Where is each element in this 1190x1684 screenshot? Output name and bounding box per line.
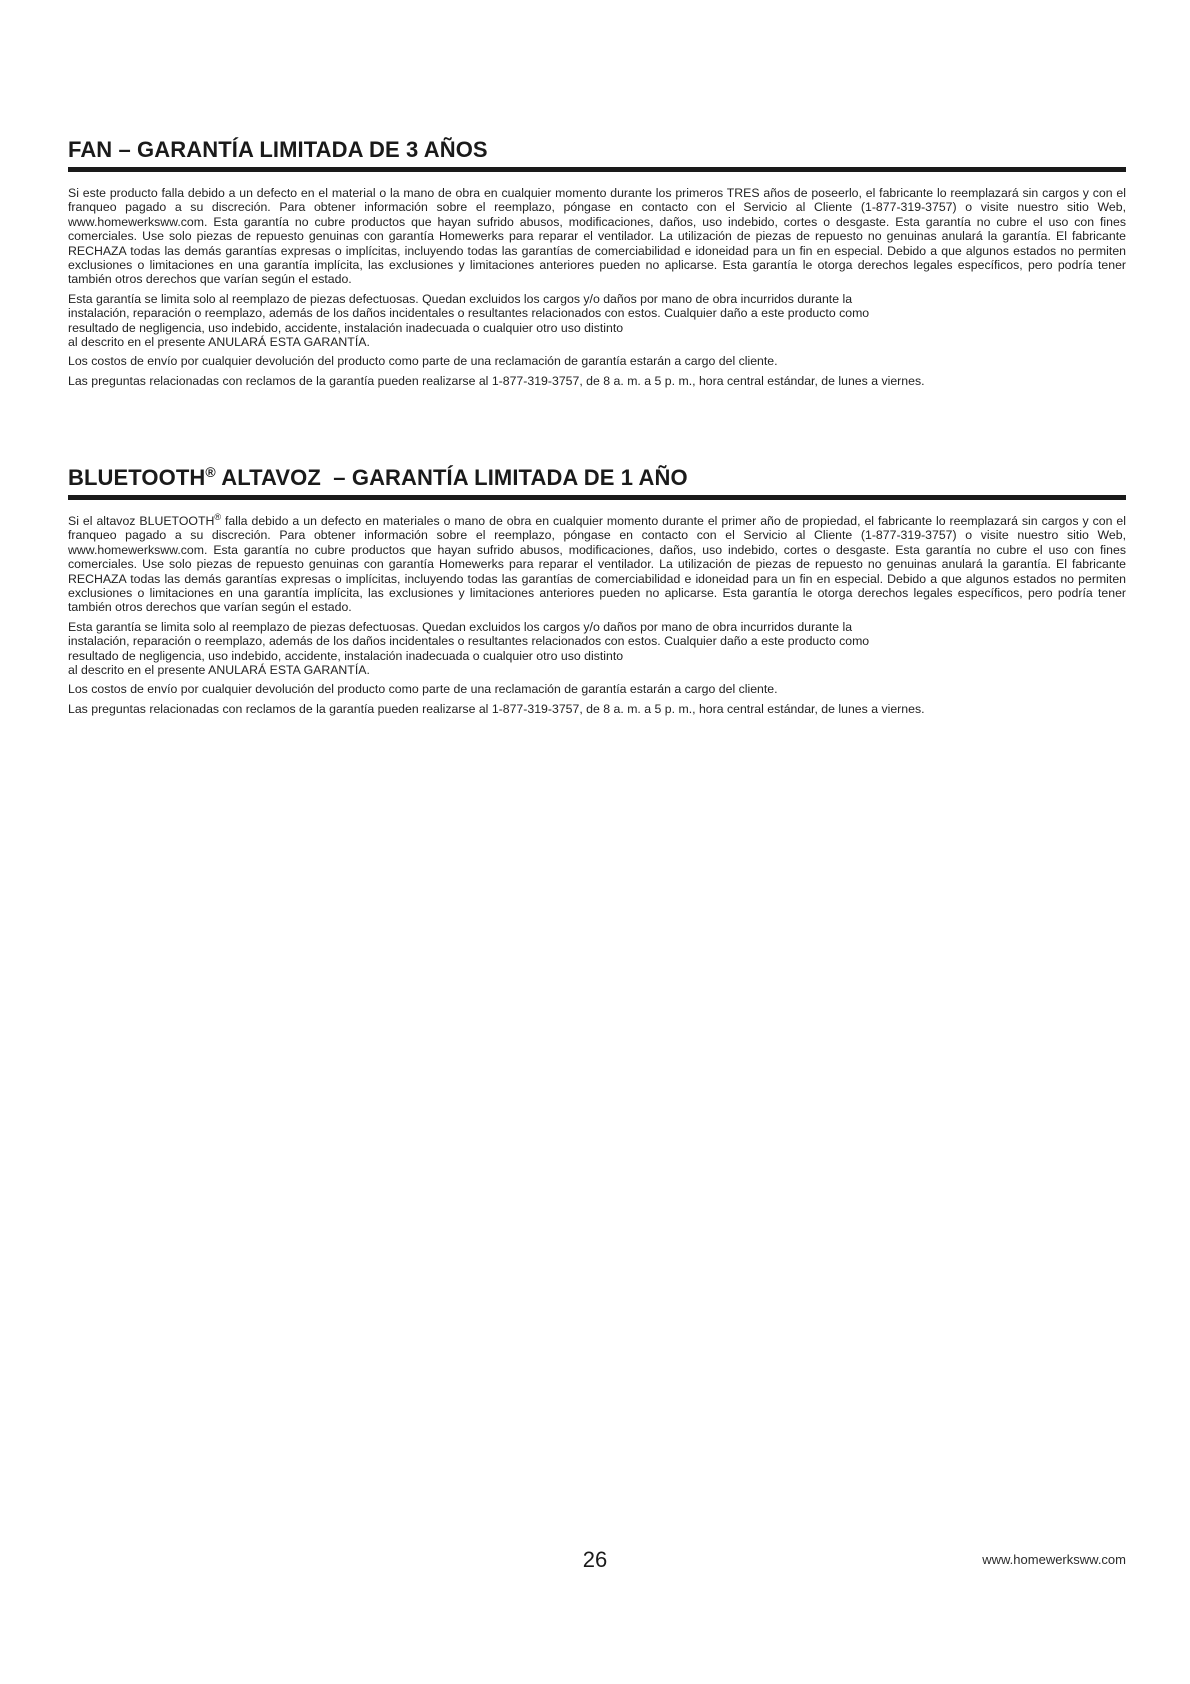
registered-trademark-symbol: ® xyxy=(205,464,216,480)
bluetooth-warranty-heading xyxy=(68,464,1126,500)
fan-limits-line-2: instalación, reparación o reemplazo, además de los daños incidentales o resultantes relacionados con estos. Cualquier daño a este producto como xyxy=(68,306,870,321)
fan-warranty-heading: FAN – GARANTÍA LIMITADA DE 3 AÑOS xyxy=(68,136,1126,172)
bluetooth-heading-title: ALTAVOZ – GARANTÍA LIMITADA DE 1 AÑO xyxy=(215,465,688,490)
fan-limits-line-1: Esta garantía se limita solo al reemplazo de piezas defectuosas. Quedan excluidos los cargos y/o daños por mano de obra incurridos durante la xyxy=(68,291,853,306)
fan-limits-line-4: al descrito en el presente ANULARÁ ESTA GARANTÍA. xyxy=(68,335,370,350)
fan-warranty-paragraph-shipping: Los costos de envío por cualquier devolución del producto como parte de una reclamación de garantía estarán a cargo del cliente. xyxy=(68,354,778,369)
bluetooth-limits-line-4: al descrito en el presente ANULARÁ ESTA GARANTÍA. xyxy=(68,663,370,678)
bluetooth-warranty-paragraph-coverage xyxy=(68,514,1126,615)
bluetooth-speaker-warranty-section xyxy=(68,464,1126,716)
bluetooth-coverage-rest: falla debido a un defecto en materiales o mano de obra en cualquier momento durante el primer año de propiedad, el fabricante lo reemplazará sin cargos y con el franqueo pagado a su discreción. Para obtener información sobre el reemplazo, póngase en contacto con el Servicio al Cliente (1-877-319-3757) o visite nuestro sitio Web, www.homewerksww.com. Esta garantía no cubre productos que hayan sufrido abusos, modificaciones, daños, uso indebido, cortes o desgaste. Esta garantía no cubre el uso con fines comerciales. Use solo piezas de repuesto genuinas con garantía Homewerks para reparar el ventilador. La utilización de piezas de repuesto no genuinas anulará la garantía. El fabricante RECHAZA todas las demás garantías expresas o implícitas, incluyendo todas las garantías de comerciabilidad e idoneidad para un fin en especial. Debido a que algunos estados no permiten exclusiones o limitaciones en una garantía implícita, las exclusiones y limitaciones anteriores pueden no aplicarse. Esta garantía le otorga derechos legales específicos, pero podría tener también otros derechos que varían según el estado. xyxy=(68,514,1126,615)
bluetooth-limits-line-3: resultado de negligencia, uso indebido, accidente, instalación inadecuada o cualquier otro uso distinto xyxy=(68,648,624,663)
bluetooth-coverage-start: Si el altavoz BLUETOOTH xyxy=(68,514,215,528)
fan-warranty-paragraph-limits xyxy=(68,292,1126,350)
bluetooth-heading-brand: BLUETOOTH xyxy=(68,465,206,490)
fan-limits-line-3: resultado de negligencia, uso indebido, accidente, instalación inadecuada o cualquier otro uso distinto xyxy=(68,320,624,335)
bluetooth-warranty-paragraph-limits xyxy=(68,620,1126,678)
fan-warranty-section xyxy=(68,136,1126,388)
footer-website-url: www.homewerksww.com xyxy=(982,1552,1126,1567)
bluetooth-warranty-paragraph-contact: Las preguntas relacionadas con reclamos de la garantía pueden realizarse al 1-877-319-3757, de 8 a. m. a 5 p. m., hora central estándar, de lunes a viernes. xyxy=(68,701,925,716)
fan-warranty-paragraph-contact: Las preguntas relacionadas con reclamos de la garantía pueden realizarse al 1-877-319-3757, de 8 a. m. a 5 p. m., hora central estándar, de lunes a viernes. xyxy=(68,373,925,388)
registered-trademark-symbol-inline: ® xyxy=(214,512,221,522)
bluetooth-limits-line-1: Esta garantía se limita solo al reemplazo de piezas defectuosas. Quedan excluidos los cargos y/o daños por mano de obra incurridos durante la xyxy=(68,619,853,634)
page-number: 26 xyxy=(582,1547,608,1572)
bluetooth-warranty-paragraph-shipping: Los costos de envío por cualquier devolución del producto como parte de una reclamación de garantía estarán a cargo del cliente. xyxy=(68,682,778,697)
bluetooth-limits-line-2: instalación, reparación o reemplazo, además de los daños incidentales o resultantes relacionados con estos. Cualquier daño a este producto como xyxy=(68,634,870,649)
fan-warranty-paragraph-coverage: Si este producto falla debido a un defecto en el material o la mano de obra en cualquier momento durante los primeros TRES años de poseerlo, el fabricante lo reemplazará sin cargos y con el franqueo pagado a su discreción. Para obtener información sobre el reemplazo, póngase en contacto con el Servicio al Cliente (1-877-319-3757) o visite nuestro sitio Web, www.homewerksww.com. Esta garantía no cubre productos que hayan sufrido abusos, modificaciones, daños, uso indebido, cortes o desgaste. Esta garantía no cubre el uso con fines comerciales. Use solo piezas de repuesto genuinas con garantía Homewerks para reparar el ventilador. La utilización de piezas de repuesto no genuinas anulará la garantía. El fabricante RECHAZA todas las demás garantías expresas o implícitas, incluyendo todas las garantías de comerciabilidad e idoneidad para un fin en especial. Debido a que algunos estados no permiten exclusiones o limitaciones en una garantía implícita, las exclusiones y limitaciones anteriores pueden no aplicarse. Esta garantía le otorga derechos legales específicos, pero podría tener también otros derechos que varían según el estado. xyxy=(68,186,1126,287)
